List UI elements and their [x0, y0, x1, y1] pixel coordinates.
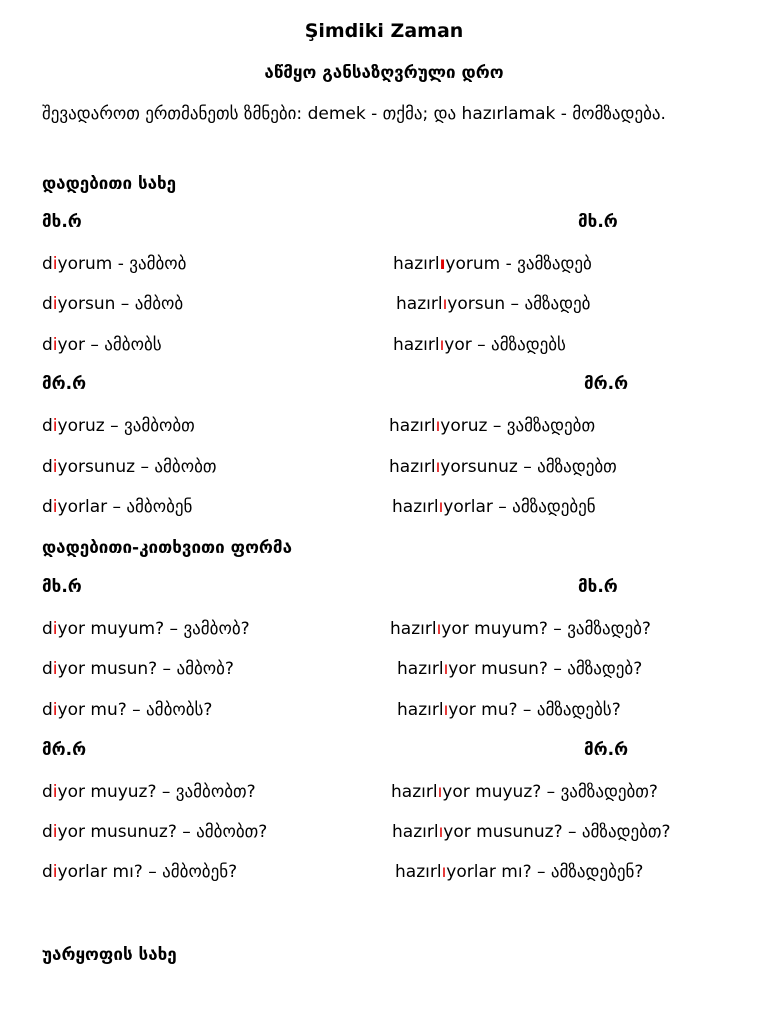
conjugation-row: hazırlıyor musun? – ამზადებ? — [397, 659, 643, 679]
affirmative-singular-label-left: მხ.რ — [42, 212, 82, 232]
interrogative-plural-label-left: მრ.რ — [42, 740, 87, 760]
conjugation-row: hazırlıyorsun – ამზადებ — [396, 294, 591, 314]
page-subtitle: აწმყო განსაზღვრული დრო — [264, 63, 504, 83]
conjugation-row: hazırlıyorum - ვამზადებ — [393, 254, 592, 274]
conjugation-row: hazırlıyor muyuz? – ვამზადებთ? — [391, 782, 658, 802]
conjugation-row: hazırlıyorlar – ამზადებენ — [392, 497, 596, 517]
conjugation-row: diyor musunuz? – ამბობთ? — [42, 822, 268, 842]
intro-paragraph: შევადაროთ ერთმანეთს ზმნები: demek - თქმა; და hazırlamak - მომზადება. — [42, 104, 666, 124]
affirmative-singular-label-right: მხ.რ — [578, 212, 618, 232]
conjugation-row: diyorlar – ამბობენ — [42, 497, 193, 517]
conjugation-row: diyor muyuz? – ვამბობთ? — [42, 782, 256, 802]
interrogative-plural-label-right: მრ.რ — [584, 740, 629, 760]
conjugation-row: diyorsun – ამბობ — [42, 294, 184, 314]
negative-heading: უარყოფის სახე — [42, 945, 177, 965]
affirmative-plural-label-left: მრ.რ — [42, 374, 87, 394]
conjugation-row: hazırlıyor muyum? – ვამზადებ? — [390, 619, 651, 639]
affirmative-heading: დადებითი სახე — [42, 174, 177, 194]
conjugation-row: hazırlıyorsunuz – ამზადებთ — [389, 457, 617, 477]
page-title: Şimdiki Zaman — [304, 20, 464, 42]
conjugation-row: diyor – ამბობს — [42, 335, 162, 355]
conjugation-row: hazırlıyor mu? – ამზადებს? — [397, 700, 621, 720]
conjugation-row: diyorlar mı? – ამბობენ? — [42, 862, 238, 882]
conjugation-row: hazırlıyor – ამზადებს — [393, 335, 566, 355]
conjugation-row: diyor muyum? – ვამბობ? — [42, 619, 250, 639]
conjugation-row: hazırlıyor musunuz? – ამზადებთ? — [392, 822, 671, 842]
interrogative-singular-label-left: მხ.რ — [42, 577, 82, 597]
conjugation-row: diyoruz – ვამბობთ — [42, 416, 195, 436]
conjugation-row: hazırlıyoruz – ვამზადებთ — [389, 416, 596, 436]
conjugation-row: diyor musun? – ამბობ? — [42, 659, 234, 679]
conjugation-row: diyor mu? – ამბობს? — [42, 700, 213, 720]
affirmative-plural-label-right: მრ.რ — [584, 374, 629, 394]
conjugation-row: diyorsunuz – ამბობთ — [42, 457, 217, 477]
interrogative-heading: დადებითი-კითხვითი ფორმა — [42, 538, 292, 558]
conjugation-row: hazırlıyorlar mı? – ამზადებენ? — [395, 862, 644, 882]
interrogative-singular-label-right: მხ.რ — [578, 577, 618, 597]
conjugation-row: diyorum - ვამბობ — [42, 254, 187, 274]
